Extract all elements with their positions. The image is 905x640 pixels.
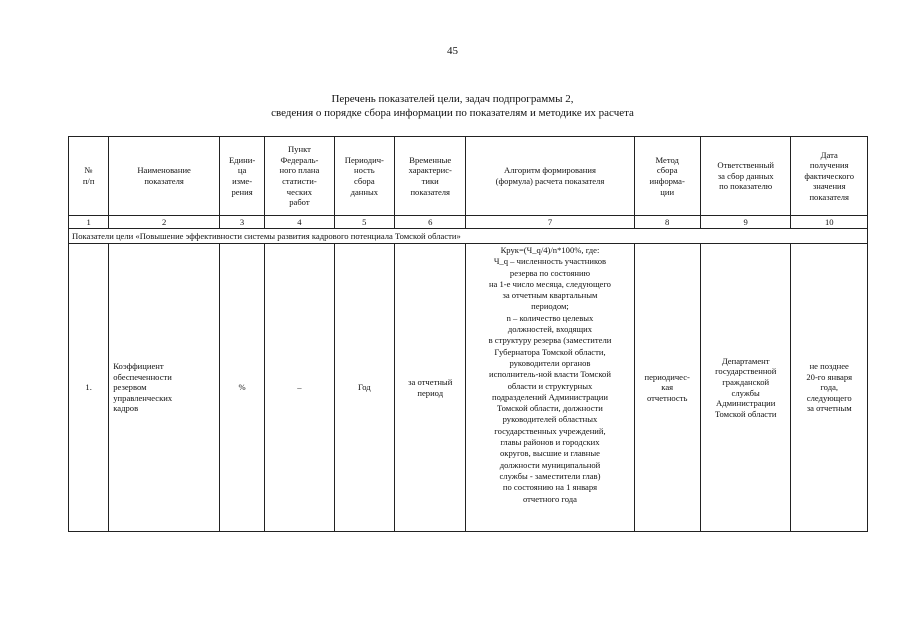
column-number: 4 [265, 216, 334, 229]
table-header-row [69, 137, 868, 216]
header-indicator-name: Наименование показателя [109, 137, 220, 216]
column-number: 7 [466, 216, 634, 229]
column-number: 2 [109, 216, 220, 229]
header-date: Дата получения фактического значения показателя [791, 137, 868, 216]
header-responsible: Ответственный за сбор данных по показателю [700, 137, 791, 216]
header-federal-plan-item: Пункт Федераль- ного плана статисти- ческих работ [265, 137, 334, 216]
column-number: 5 [334, 216, 394, 229]
table-row [69, 244, 868, 532]
page-number: 45 [447, 45, 458, 57]
periodicity-value: Год [334, 244, 394, 532]
header-collection-method: Метод сбора информа- ции [634, 137, 700, 216]
algorithm-value: Крук=(Ч_q/4)/n*100%, где: Ч_q – численность участников резерва по состоянию на 1-е число месяца, следующего за отчетным квартальным периодом; n – количество целевых должностей, входящих в структуру резерва (заместители Губернатора Томской области, руководители органов исполнитель-ной власти Томской области и структурных подразделений Администрации Томской области, должности руководителей областных государственных учреждений, главы районов и городских округов, высшие и главные должности муниципальной службы - заместители глав) по состоянию на 1 января отчетного года [466, 244, 634, 532]
column-number: 3 [219, 216, 264, 229]
column-number: 10 [791, 216, 868, 229]
column-number: 9 [700, 216, 791, 229]
plan-item-value: – [265, 244, 334, 532]
header-number: № п/п [69, 137, 109, 216]
header-periodicity: Периодич- ность сбора данных [334, 137, 394, 216]
time-characteristics-value: за отчетный период [395, 244, 466, 532]
indicator-name: Коэффициент обеспеченности резервом управленческих кадров [109, 244, 220, 532]
method-value: периодичес- кая отчетность [634, 244, 700, 532]
row-number: 1. [69, 244, 109, 532]
unit-value: % [219, 244, 264, 532]
column-number: 1 [69, 216, 109, 229]
document-title [0, 92, 905, 120]
column-number-row [69, 216, 868, 229]
section-label: Показатели цели «Повышение эффективности системы развития кадрового потенциала Томской области» [69, 229, 868, 244]
header-algorithm: Алгоритм формирования (формула) расчета показателя [466, 137, 634, 216]
title-line-2: сведения о порядке сбора информации по показателям и методике их расчета [271, 107, 634, 119]
title-line-1: Перечень показателей цели, задач подпрограммы 2, [331, 93, 574, 105]
responsible-value: Департамент государственной гражданской службы Администрации Томской области [700, 244, 791, 532]
header-unit: Едини- ца изме- рения [219, 137, 264, 216]
section-row [69, 229, 868, 244]
header-time-characteristics: Временные характерис- тики показателя [395, 137, 466, 216]
column-number: 8 [634, 216, 700, 229]
indicators-table [68, 136, 868, 532]
date-value: не позднее 20-го января года, следующего за отчетным [791, 244, 868, 532]
column-number: 6 [395, 216, 466, 229]
